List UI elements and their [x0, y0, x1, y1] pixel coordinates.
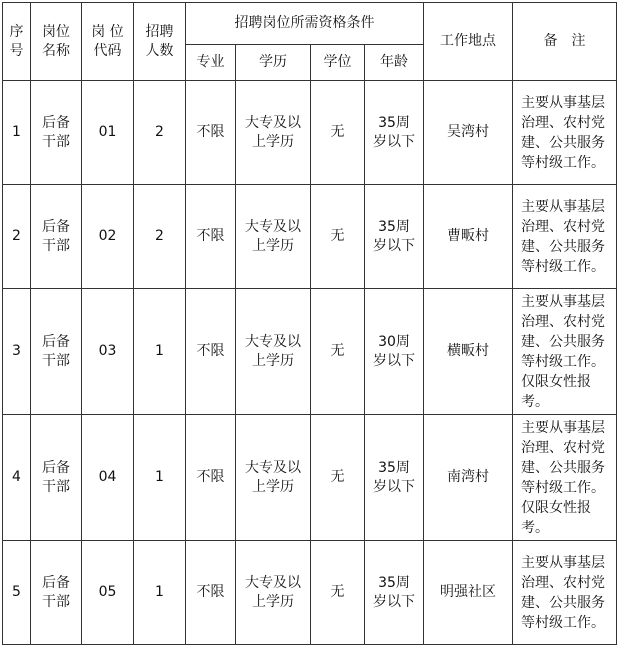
cell-text: 30周 — [378, 333, 410, 350]
cell-post-code — [82, 415, 134, 541]
cell-workplace — [424, 81, 513, 185]
remark-line: 主要从事基层 — [521, 554, 605, 571]
cell-recruit-count — [134, 81, 186, 185]
cell-post-name — [31, 541, 82, 645]
cell-text: 后备 — [42, 333, 70, 350]
cell-recruit-count — [134, 415, 186, 541]
cell-text: 5 — [12, 584, 21, 600]
header-row-1 — [3, 3, 617, 45]
cell-text: 无 — [330, 228, 345, 244]
cell-text: 1 — [155, 584, 164, 600]
cell-remark — [513, 289, 617, 415]
cell-workplace — [424, 541, 513, 645]
header-degree: 学位 — [311, 45, 365, 81]
remark-line: 主要从事基层 — [521, 419, 605, 436]
cell-remark — [513, 81, 617, 185]
header-education: 学历 — [236, 45, 311, 81]
cell-text: 岁以下 — [373, 478, 415, 495]
cell-major — [186, 289, 236, 415]
cell-recruit-count — [134, 185, 186, 289]
cell-seq — [3, 289, 31, 415]
cell-education — [236, 289, 311, 415]
table-row — [3, 185, 617, 289]
table-row — [3, 541, 617, 645]
cell-remark — [513, 415, 617, 541]
remark-line: 等村级工作。 — [521, 154, 605, 171]
cell-text: 01 — [98, 124, 117, 140]
remark-line: 治理、农村党 — [521, 439, 605, 456]
cell-workplace — [424, 185, 513, 289]
cell-text: 无 — [330, 584, 345, 600]
header-seq: 序 号 — [3, 3, 31, 81]
cell-workplace — [424, 415, 513, 541]
remark-line: 主要从事基层 — [521, 293, 605, 310]
cell-post-code — [82, 541, 134, 645]
cell-text: 大专及以 — [245, 218, 301, 235]
cell-age — [365, 541, 424, 645]
cell-text: 上学历 — [252, 352, 294, 369]
remark-line: 仅限女性报 — [521, 373, 591, 390]
cell-text: 曹畈村 — [447, 228, 489, 244]
cell-text: 03 — [98, 343, 117, 359]
remark-line: 等村级工作。 — [521, 258, 605, 275]
cell-recruit-count — [134, 289, 186, 415]
cell-text: 大专及以 — [245, 114, 301, 131]
remark-line: 建、公共服务 — [521, 594, 605, 611]
cell-text: 后备 — [42, 218, 70, 235]
cell-text: 35周 — [378, 218, 410, 235]
remark-line: 等村级工作。 — [521, 614, 605, 631]
remark-line: 治理、农村党 — [521, 218, 605, 235]
cell-text: 明强社区 — [440, 584, 496, 600]
cell-post-code — [82, 81, 134, 185]
cell-age — [365, 289, 424, 415]
remark-line: 治理、农村党 — [521, 313, 605, 330]
cell-text: 干部 — [42, 237, 70, 254]
cell-text: 02 — [98, 228, 117, 244]
table-row — [3, 81, 617, 185]
cell-text: 35周 — [378, 459, 410, 476]
cell-text: 05 — [98, 584, 117, 600]
cell-text: 大专及以 — [245, 574, 301, 591]
cell-text: 35周 — [378, 114, 410, 131]
cell-text: 1 — [12, 124, 21, 140]
header-qualification-group: 招聘岗位所需资格条件 — [186, 3, 424, 45]
cell-seq — [3, 185, 31, 289]
cell-post-name — [31, 289, 82, 415]
cell-text: 上学历 — [252, 133, 294, 150]
cell-education — [236, 185, 311, 289]
cell-text: 干部 — [42, 478, 70, 495]
cell-text: 不限 — [196, 228, 225, 244]
cell-seq — [3, 415, 31, 541]
remark-line: 建、公共服务 — [521, 238, 605, 255]
recruitment-table — [2, 2, 617, 645]
cell-seq — [3, 81, 31, 185]
cell-text: 不限 — [196, 469, 225, 485]
cell-major — [186, 185, 236, 289]
cell-text: 2 — [12, 228, 21, 244]
remark-line: 考。 — [521, 393, 549, 410]
cell-text: 上学历 — [252, 593, 294, 610]
cell-seq — [3, 541, 31, 645]
cell-age — [365, 415, 424, 541]
remark-line: 建、公共服务 — [521, 459, 605, 476]
cell-text: 吴湾村 — [447, 124, 489, 140]
cell-education — [236, 541, 311, 645]
header-remark: 备 注 — [513, 3, 617, 81]
cell-degree — [311, 81, 365, 185]
cell-post-name — [31, 185, 82, 289]
header-workplace: 工作地点 — [424, 3, 513, 81]
cell-workplace — [424, 289, 513, 415]
table-row — [3, 289, 617, 415]
cell-text: 后备 — [42, 114, 70, 131]
cell-text: 后备 — [42, 459, 70, 476]
remark-line: 等村级工作。 — [521, 479, 605, 496]
cell-degree — [311, 415, 365, 541]
cell-text: 上学历 — [252, 237, 294, 254]
cell-text: 不限 — [196, 343, 225, 359]
cell-education — [236, 415, 311, 541]
header-major: 专业 — [186, 45, 236, 81]
cell-text: 1 — [155, 469, 164, 485]
cell-text: 干部 — [42, 133, 70, 150]
remark-line: 考。 — [521, 519, 549, 536]
remark-line: 治理、农村党 — [521, 114, 605, 131]
cell-text: 1 — [155, 343, 164, 359]
cell-text: 2 — [155, 228, 164, 244]
header-post-name: 岗位 名称 — [31, 3, 82, 81]
header-age: 年龄 — [365, 45, 424, 81]
cell-text: 大专及以 — [245, 333, 301, 350]
table-row — [3, 415, 617, 541]
cell-post-name — [31, 415, 82, 541]
cell-text: 岁以下 — [373, 352, 415, 369]
remark-line: 建、公共服务 — [521, 134, 605, 151]
cell-text: 不限 — [196, 124, 225, 140]
remark-line: 等村级工作。 — [521, 353, 605, 370]
cell-text: 南湾村 — [447, 469, 489, 485]
cell-age — [365, 81, 424, 185]
cell-text: 岁以下 — [373, 593, 415, 610]
remark-line: 主要从事基层 — [521, 198, 605, 215]
cell-remark — [513, 541, 617, 645]
remark-line: 治理、农村党 — [521, 574, 605, 591]
cell-text: 横畈村 — [447, 343, 489, 359]
cell-text: 岁以下 — [373, 237, 415, 254]
cell-degree — [311, 185, 365, 289]
cell-text: 干部 — [42, 593, 70, 610]
cell-age — [365, 185, 424, 289]
cell-text: 不限 — [196, 584, 225, 600]
cell-post-code — [82, 185, 134, 289]
cell-text: 35周 — [378, 574, 410, 591]
cell-recruit-count — [134, 541, 186, 645]
remark-line: 仅限女性报 — [521, 499, 591, 516]
cell-post-name — [31, 81, 82, 185]
cell-education — [236, 81, 311, 185]
cell-text: 无 — [330, 124, 345, 140]
cell-text: 3 — [12, 343, 21, 359]
cell-text: 无 — [330, 469, 345, 485]
cell-text: 后备 — [42, 574, 70, 591]
cell-major — [186, 415, 236, 541]
cell-major — [186, 541, 236, 645]
cell-degree — [311, 541, 365, 645]
cell-text: 上学历 — [252, 478, 294, 495]
cell-text: 大专及以 — [245, 459, 301, 476]
cell-degree — [311, 289, 365, 415]
header-recruit-count: 招聘 人数 — [134, 3, 186, 81]
cell-major — [186, 81, 236, 185]
cell-text: 干部 — [42, 352, 70, 369]
cell-remark — [513, 185, 617, 289]
cell-text: 岁以下 — [373, 133, 415, 150]
remark-line: 主要从事基层 — [521, 94, 605, 111]
remark-line: 建、公共服务 — [521, 333, 605, 350]
cell-text: 2 — [155, 124, 164, 140]
header-post-code: 岗 位 代码 — [82, 3, 134, 81]
cell-text: 4 — [12, 469, 21, 485]
cell-text: 04 — [98, 469, 117, 485]
cell-text: 无 — [330, 343, 345, 359]
cell-post-code — [82, 289, 134, 415]
